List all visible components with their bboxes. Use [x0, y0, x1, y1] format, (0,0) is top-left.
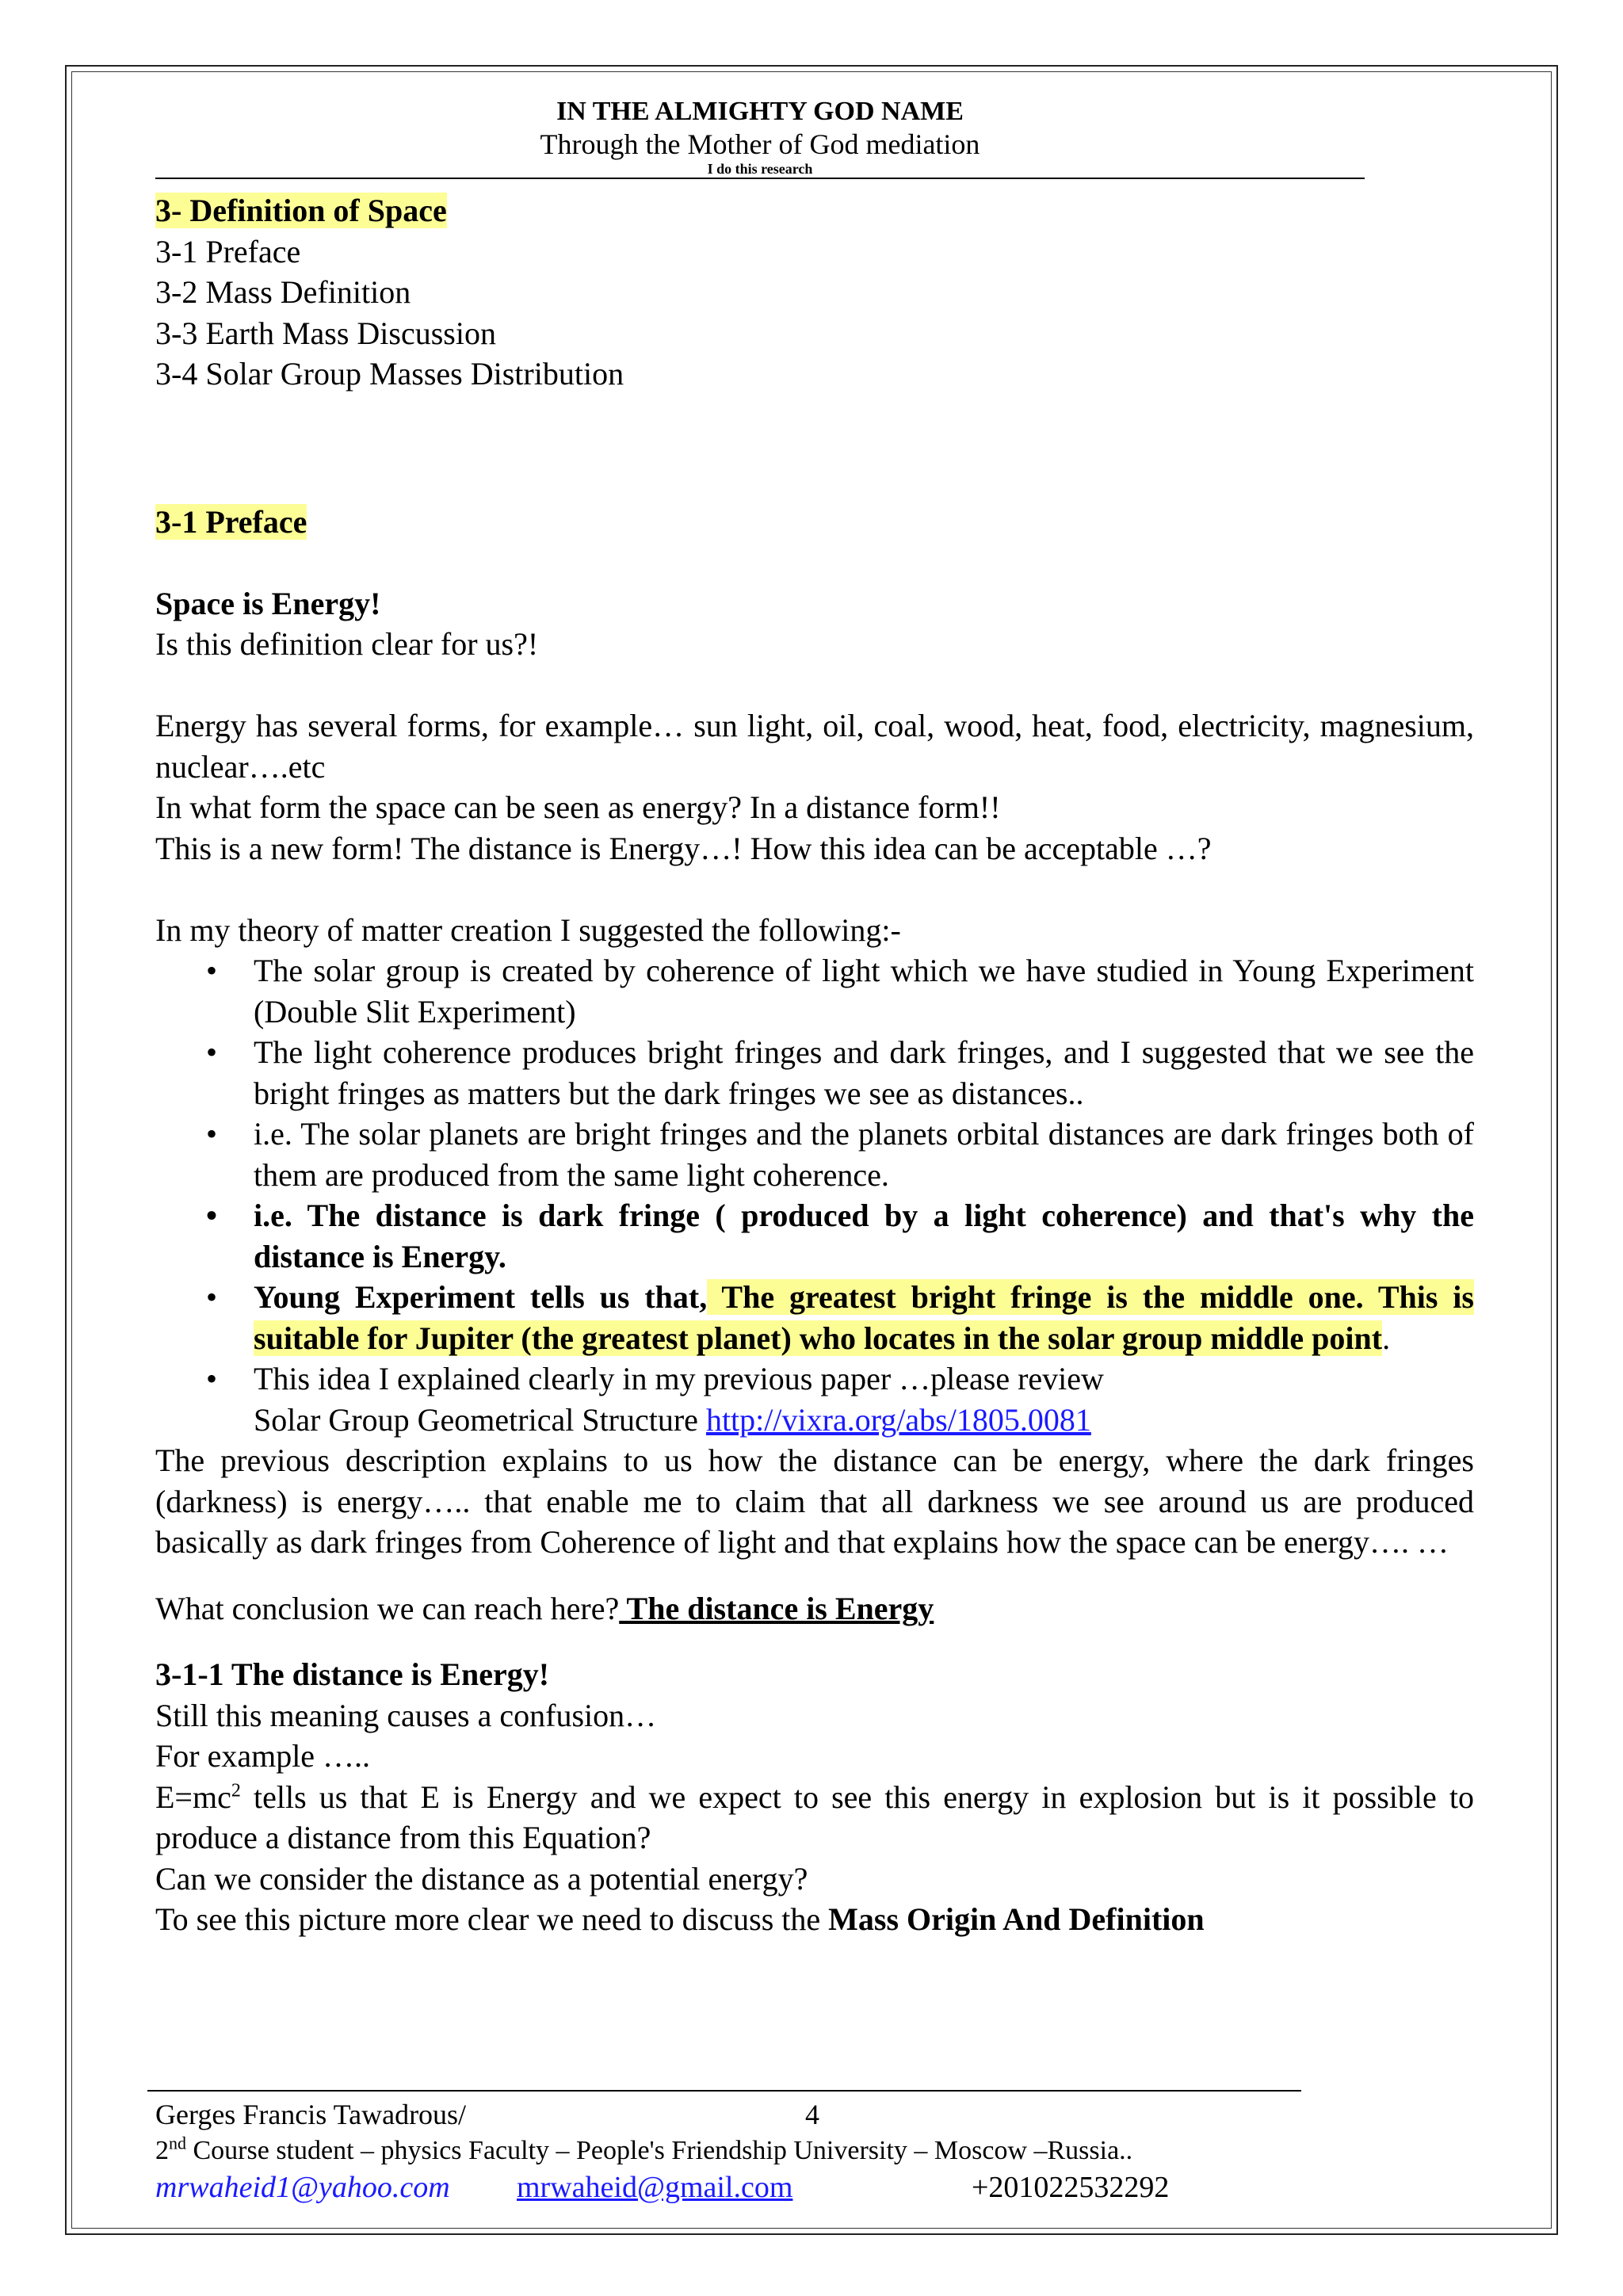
preface-paragraph-new-form: This is a new form! The distance is Energy…! How this idea can be acceptable …? [155, 830, 1212, 866]
footer-affiliation [155, 2133, 1474, 2169]
list-item: • i.e. The solar planets are bright fringes and the planets orbital distances are dark fringes both of them are produced from the same light coherence. [254, 1114, 1474, 1195]
conclusion-line [155, 1588, 1474, 1629]
equation-paragraph [155, 1777, 1474, 1859]
conclusion-question: What conclusion we can reach here? [155, 1590, 620, 1626]
course-text: Course student – physics Faculty – People's Friendship University – Moscow –Russia.. [186, 2136, 1133, 2165]
preface-paragraph-distance-form: In what form the space can be seen as energy? In a distance form!! [155, 789, 1001, 825]
section-line [155, 1899, 1474, 1940]
toc-item: 3-1 Preface [155, 233, 301, 269]
list-item: • The light coherence produces bright fringes and dark fringes, and I suggested that we see the bright fringes as matters but the dark fringes we see as distances.. [254, 1032, 1474, 1114]
document-body [155, 190, 1474, 1940]
course-number: 2 [155, 2136, 169, 2165]
bullet-text: . [1382, 1320, 1391, 1356]
preface-paragraph-energy-forms: Energy has several forms, for example… sun light, oil, coal, wood, heat, food, electricity, magnesium, nuclear….etc [155, 708, 1474, 785]
list-item: • The solar group is created by coherence of light which we have studied in Young Experiment (Double Slit Experiment) [254, 950, 1474, 1032]
reference-link[interactable]: http://vixra.org/abs/1805.0081 [705, 1401, 1091, 1438]
section-line: Still this meaning causes a confusion… [155, 1697, 657, 1733]
reference-title: Solar Group Geometrical Structure [254, 1401, 706, 1438]
footer-rule [147, 2090, 1301, 2092]
preface-theory-intro: In my theory of matter creation I suggested the following:- [155, 911, 901, 948]
page-number: 4 [805, 2099, 819, 2130]
equation-text: tells us that E is Energy and we expect to see this energy in explosion but is it possible to produce a distance from this Equation? [155, 1778, 1474, 1855]
theory-bullet-list [155, 950, 1474, 1440]
page-footer [155, 2096, 1474, 2206]
conclusion-answer: The distance is Energy [619, 1590, 934, 1626]
page-header [155, 95, 1365, 179]
preface-statement: Space is Energy! [155, 585, 381, 621]
footer-author: Gerges Francis Tawadrous/ [155, 2099, 467, 2130]
bullet-text: This idea I explained clearly in my previous paper …please review [254, 1361, 1104, 1396]
list-item [254, 1277, 1474, 1358]
header-title: IN THE ALMIGHTY GOD NAME [556, 97, 964, 126]
footer-phone: +201022532292 [972, 2171, 1170, 2204]
list-item [254, 1358, 1474, 1440]
header-note: I do this research [155, 160, 1365, 179]
equation-base: E=mc [155, 1778, 231, 1815]
section-heading-3-1-1: 3-1-1 The distance is Energy! [155, 1656, 550, 1692]
preface-heading: 3-1 Preface [155, 503, 307, 540]
preface-question: Is this definition clear for us?! [155, 626, 539, 662]
preface-paragraph-darkness: The previous description explains to us how the distance can be energy, where the dark fringes (darkness) is energy….. that enable me to claim that all darkness we see around us are produced basically as dark fringes from Coherence of light and that explains how the space can be energy…. … [155, 1442, 1474, 1560]
list-item: • i.e. The distance is dark fringe ( produced by a light coherence) and that's why the distance is Energy. [254, 1195, 1474, 1277]
course-ordinal: nd [169, 2133, 186, 2153]
section-line-text: To see this picture more clear we need to discuss the [155, 1901, 829, 1937]
footer-email-yahoo[interactable]: mrwaheid1@yahoo.com [155, 2171, 450, 2204]
bullet-text: Young Experiment tells us that, [254, 1279, 708, 1315]
equation-exponent: 2 [231, 1780, 241, 1801]
toc-item: 3-4 Solar Group Masses Distribution [155, 356, 624, 392]
section-line: For example ….. [155, 1738, 371, 1774]
highlighted-text: The greatest bright fringe is the middle one. This is suitable for Jupiter (the greatest planet) who locates in the solar group middle point [254, 1279, 1474, 1356]
footer-email-gmail[interactable]: mrwaheid@gmail.com [517, 2171, 793, 2204]
toc-item: 3-3 Earth Mass Discussion [155, 315, 496, 351]
section-line: Can we consider the distance as a potential energy? [155, 1860, 808, 1897]
header-subtitle: Through the Mother of God mediation [540, 128, 980, 160]
toc-heading: 3- Definition of Space [155, 193, 447, 228]
section-line-bold: Mass Origin And Definition [828, 1901, 1205, 1937]
toc-item: 3-2 Mass Definition [155, 274, 411, 310]
